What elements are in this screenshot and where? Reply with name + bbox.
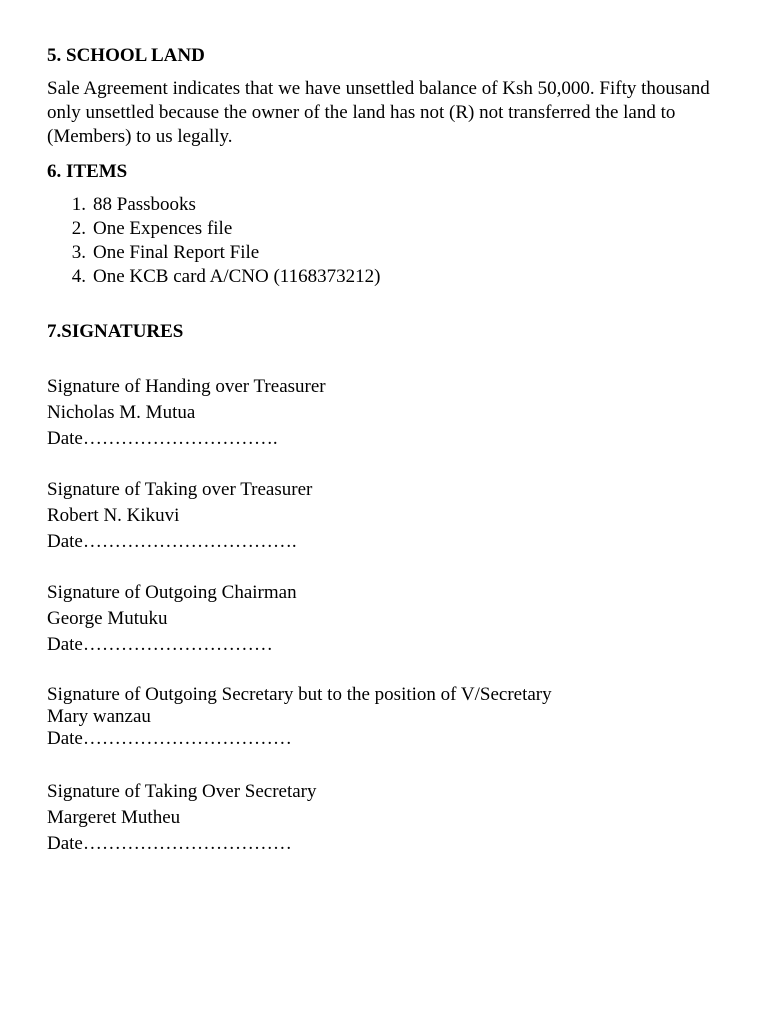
items-list [47,193,737,289]
section-7-heading: 7.SIGNATURES [47,321,184,342]
list-item-text: One Final Report File [93,242,260,263]
list-item [47,241,737,265]
signature-name: Robert N. Kikuvi [47,505,180,526]
list-item-number: 2. [71,218,86,239]
signature-role: Signature of Handing over Treasurer [47,376,326,397]
signature-block-handing-over-treasurer [47,374,737,452]
signature-block-outgoing-secretary [47,684,737,750]
signature-role: Signature of Taking Over Secretary [47,781,317,802]
signature-date-line: Date……………………………. [47,531,297,552]
signature-name: Nicholas M. Mutua [47,402,196,423]
signature-name: Mary wanzau [47,706,151,727]
signature-block-taking-over-secretary [47,779,737,857]
list-item-text: One KCB card A/CNO (1168373212) [93,266,381,287]
signature-role: Signature of Outgoing Chairman [47,582,297,603]
section-6-heading: 6. ITEMS [47,161,128,182]
signature-name: George Mutuku [47,608,168,629]
list-item [47,265,737,289]
list-item-text: 88 Passbooks [93,194,196,215]
section-5-heading: 5. SCHOOL LAND [47,45,205,66]
signature-block-taking-over-treasurer [47,477,737,555]
signature-name: Margeret Mutheu [47,807,181,828]
list-item-number: 1. [71,194,86,215]
list-item [47,217,737,241]
signature-date-line: Date…………………………… [47,833,292,854]
signature-date-line: Date…………………………… [47,728,292,749]
list-item-number: 3. [71,242,86,263]
section-5-body: Sale Agreement indicates that we have unsettled balance of Ksh 50,000. Fifty thousand only unsettled because the owner of the land has not (R) not transferred the land to (Members) to us legally. [47,78,710,147]
list-item-text: One Expences file [93,218,233,239]
signature-role: Signature of Outgoing Secretary but to the position of V/Secretary [47,684,552,705]
list-item [47,193,737,217]
signature-block-outgoing-chairman [47,580,737,658]
signature-date-line: Date…………………………. [47,428,278,449]
list-item-number: 4. [71,266,86,287]
signature-role: Signature of Taking over Treasurer [47,479,313,500]
signature-date-line: Date………………………… [47,634,273,655]
